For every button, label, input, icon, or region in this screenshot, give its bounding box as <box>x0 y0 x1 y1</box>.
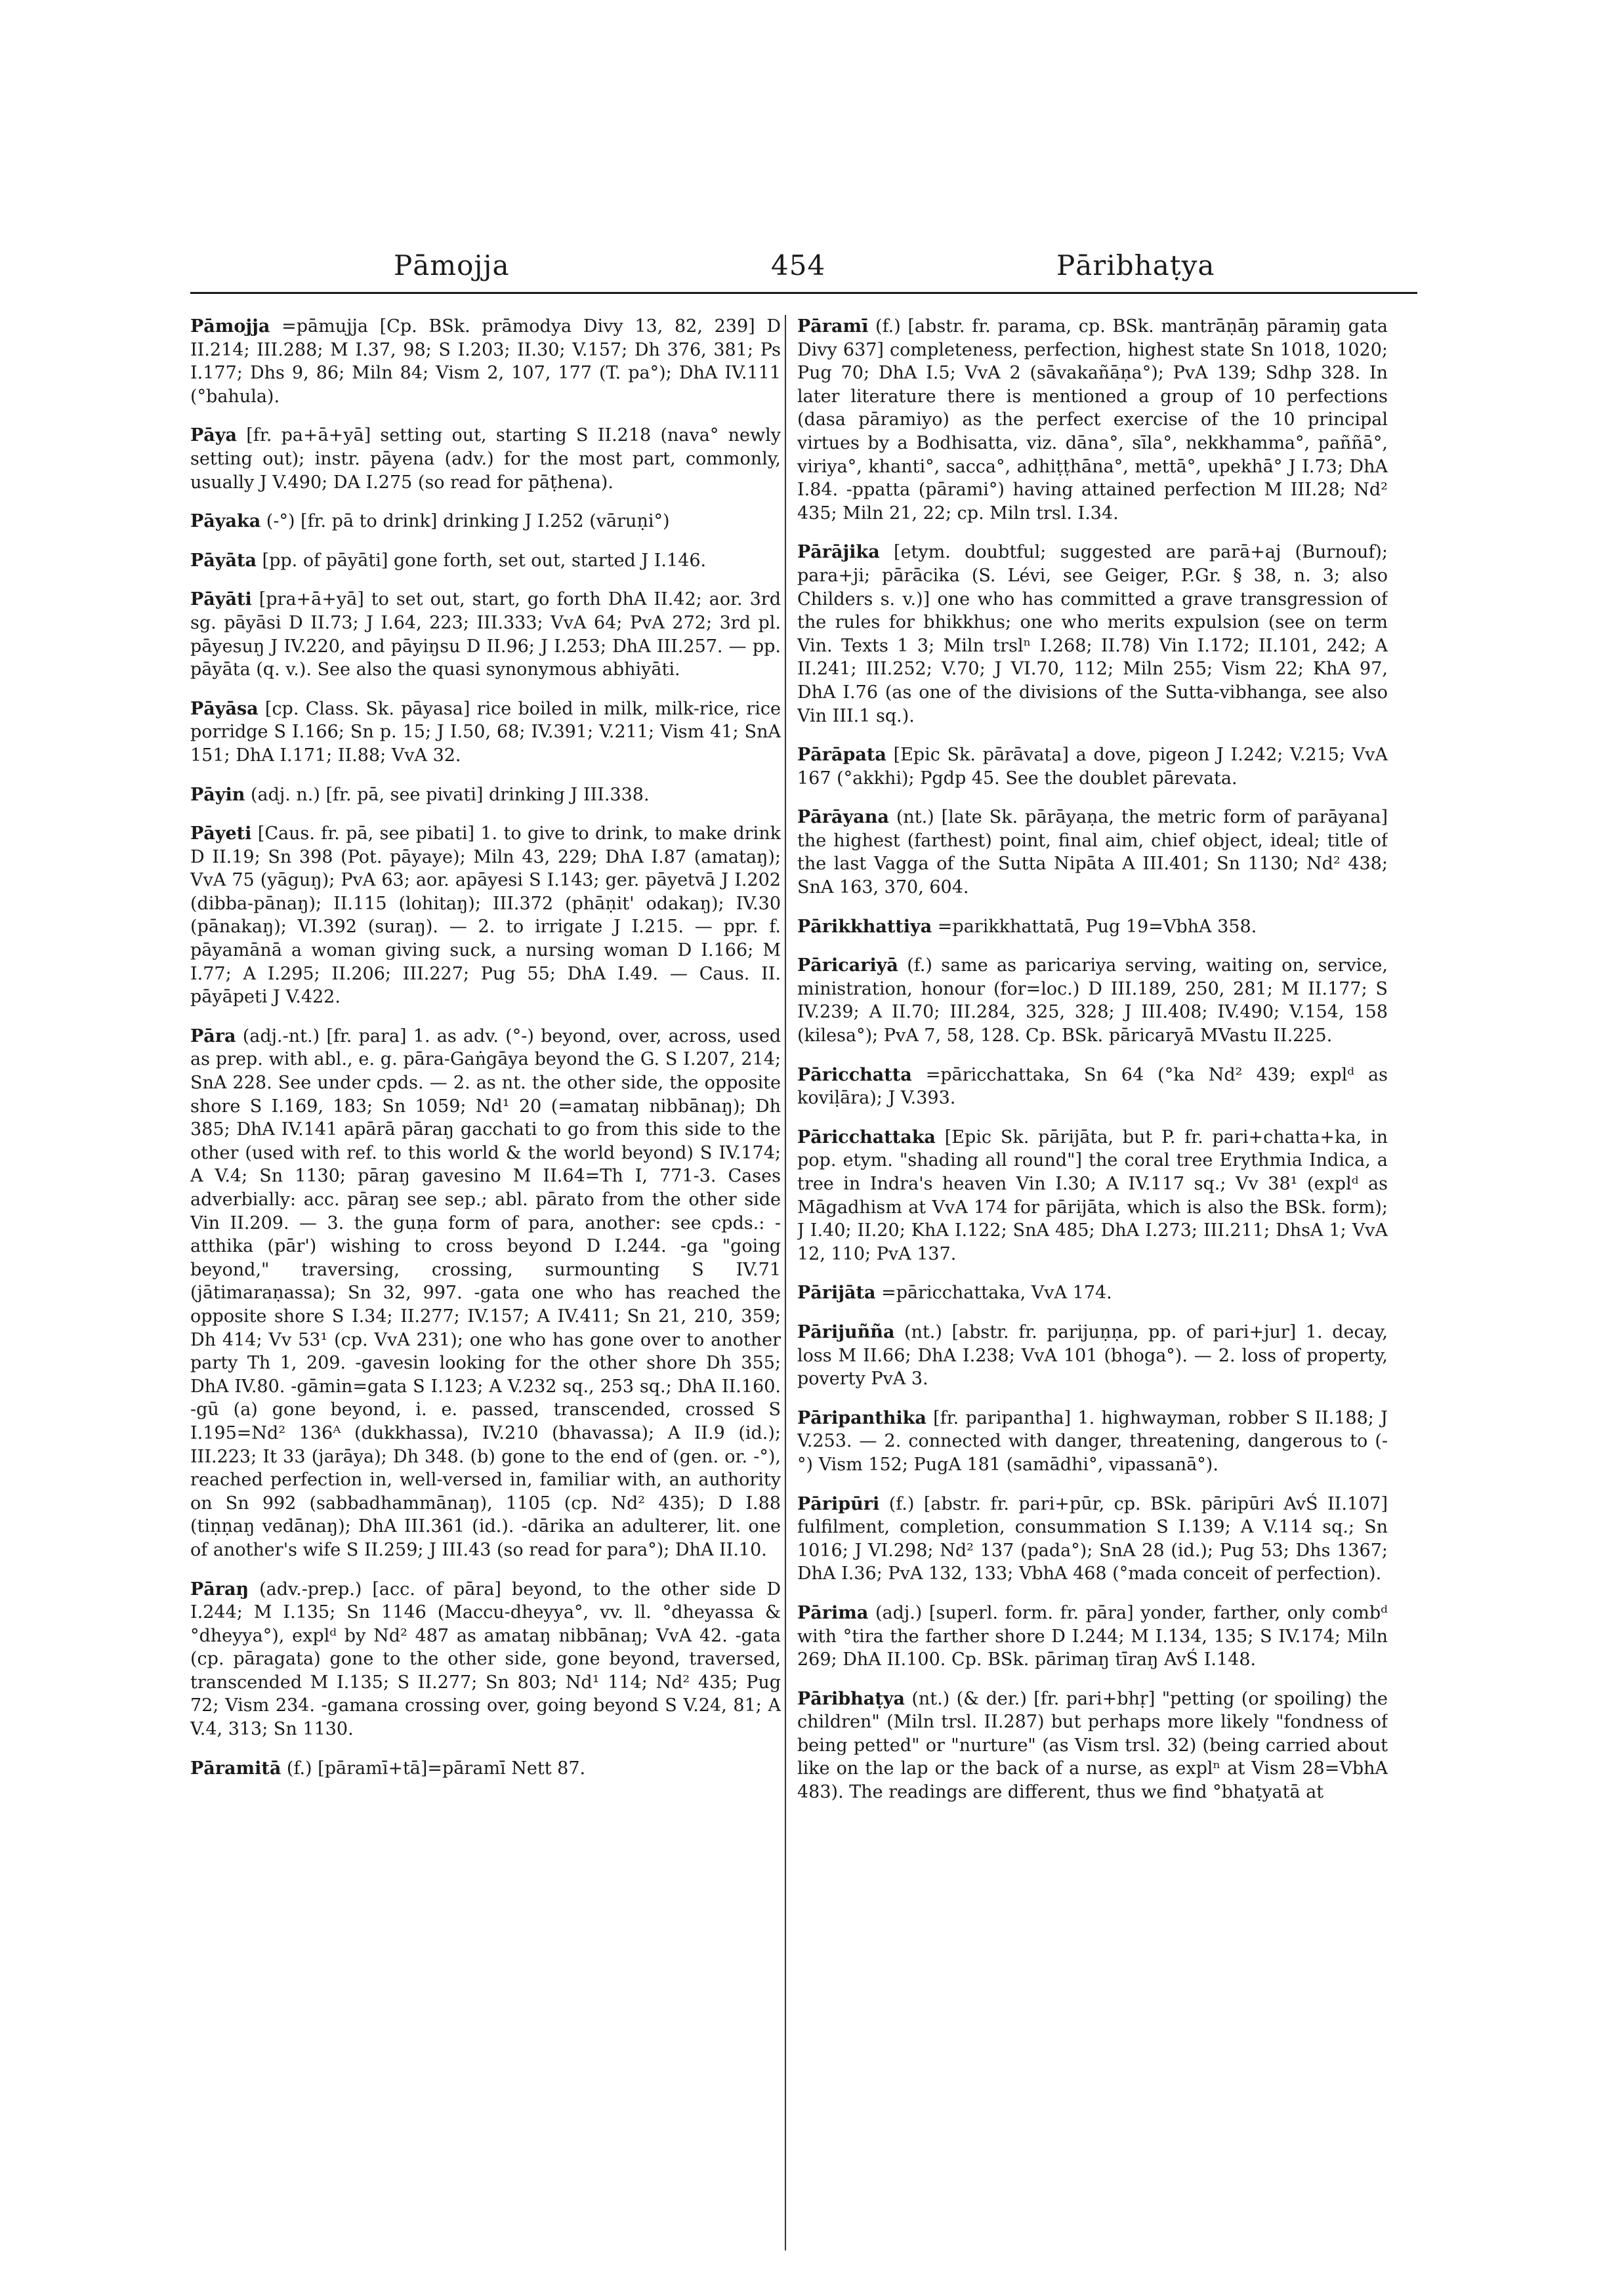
dictionary-entry <box>797 1407 1388 1477</box>
entry-definition: (f.) [abstr. fr. pari+pūr, cp. BSk. pāripūri AvŚ II.107] fulfilment, completion, consummation S I.139; A V.114 sq.; Sn 1016; J VI.298; Nd² 137 (pada°); SnA 28 (id.); Pug 53; Dhs 1367; DhA I.36; PvA 132, 133; VbhA 468 (°mada conceit of perfection). <box>797 1493 1388 1584</box>
entry-definition: (adv.-prep.) [acc. of pāra] beyond, to the other side D I.244; M I.135; Sn 1146 (Maccu-dheyya°, vv. ll. °dheyassa & °dheyya°), explᵈ by Nd² 487 as amataŋ nibbānaŋ; VvA 42. -gata (cp. pāragata) gone to the other side, gone beyond, traversed, transcended M I.135; S II.277; Sn 803; Nd¹ 114; Nd² 435; Pug 72; Vism 234. -gamana crossing over, going beyond S V.24, 81; A V.4, 313; Sn 1130. <box>190 1579 781 1740</box>
entry-definition: =parikkhattatā, Pug 19=VbhA 358. <box>937 916 1257 937</box>
entry-headword: Pāya <box>190 425 237 446</box>
entry-headword: Pāyāta <box>190 550 257 571</box>
dictionary-entry <box>190 783 781 807</box>
dictionary-entry <box>190 822 781 1009</box>
dictionary-entry <box>797 1321 1388 1391</box>
entry-definition: [Epic Sk. pārijāta, but P. fr. pari+chatta+ka, in pop. etym. "shading all round"] the coral tree Erythmia Indica, a tree in Indra's heaven Vin I.30; A IV.117 sq.; Vv 38¹ (explᵈ as Māgadhism at VvA 174 for pārijāta, which is also the BSk. form); J I.40; II.20; KhA I.122; SnA 485; DhA I.273; III.211; DhsA 1; VvA 12, 110; PvA 137. <box>797 1127 1388 1264</box>
entry-definition: [etym. doubtful; suggested are parā+aj (Burnouf); para+ji; pārācika (S. Lévi, see Geiger, P.Gr. § 38, n. 3; also Childers s. v.)] one who has committed a grave transgression of the rules for bhikkhus; one who merits expulsion (see on term Vin. Texts 1 3; Miln trslⁿ I.268; II.78) Vin I.172; II.101, 242; A II.241; III.252; V.70; J VI.70, 112; Miln 255; Vism 22; KhA 97, DhA I.76 (as one of the divisions of the Sutta-vibhanga, see also Vin III.1 sq.). <box>797 542 1388 726</box>
entry-definition: (adj. n.) [fr. pā, see pivati] drinking J III.338. <box>250 784 650 805</box>
entry-definition: (adj.) [superl. form. fr. pāra] yonder, farther, only combᵈ with °tira the farther shore D I.244; M I.134, 135; S IV.174; Miln 269; DhA II.100. Cp. BSk. pārimaŋ tīraŋ AvŚ I.148. <box>797 1602 1388 1670</box>
entry-definition: (f.) same as paricariya serving, waiting on, service, ministration, honour (for=loc.) D III.189, 250, 281; M II.177; S IV.239; A II.70; III.284, 325, 328; J III.408; IV.490; V.154, 158 (kilesa°); PvA 7, 58, 128. Cp. BSk. pāricaryā MVastu II.225. <box>797 955 1388 1046</box>
dictionary-entry <box>797 806 1388 899</box>
entry-definition: (-°) [fr. pā to drink] drinking J I.252 (vāruṇi°) <box>266 511 670 532</box>
entry-headword: Pāyeti <box>190 823 252 844</box>
entry-headword: Pāripanthika <box>797 1407 927 1428</box>
entry-definition: [fr. pa+ā+yā] setting out, starting S II.218 (nava° newly setting out); instr. pāyena (adv.) for the most part, commonly, usually J V.490; DA I.275 (so read for pāṭhena). <box>190 425 781 493</box>
dictionary-entry <box>797 1281 1388 1305</box>
entry-headword: Pāricariyā <box>797 955 898 976</box>
page-header <box>0 249 1624 289</box>
dictionary-entry <box>797 1064 1388 1110</box>
header-last-word: Pāribhaṭya <box>1056 249 1215 281</box>
entry-definition: (adj.-nt.) [fr. para] 1. as adv. (°-) beyond, over, across, used as prep. with abl., e. g. pāra-Gaṅgāya beyond the G. S I.207, 214; SnA 228. See under cpds. — 2. as nt. the other side, the opposite shore S I.169, 183; Sn 1059; Nd¹ 20 (=amataŋ nibbānaŋ); Dh 385; DhA IV.141 apārā pāraŋ gacchati to go from this side to the other (used with ref. to this world & the world beyond) S IV.174; A V.4; Sn 1130; pāraŋ gavesino M II.64=Th I, 771-3. Cases adverbially: acc. pāraŋ see sep.; abl. pārato from the other side Vin II.209. — 3. the guṇa form of para, another: see cpds.: -atthika (pār') wishing to cross beyond D I.244. -ga "going beyond," traversing, crossing, surmounting S IV.71 (jātimaraṇassa); Sn 32, 997. -gata one who has reached the opposite shore S I.34; II.277; IV.157; A IV.411; Sn 21, 210, 359; Dh 414; Vv 53¹ (cp. VvA 231); one who has gone over to another party Th 1, 209. -gavesin looking for the other shore Dh 355; DhA IV.80. -gāmin=gata S I.123; A V.232 sq., 253 sq.; DhA II.160. -gū (a) gone beyond, i. e. passed, transcended, crossed S I.195=Nd² 136ᴬ (dukkhassa), IV.210 (bhavassa); A II.9 (id.); III.223; It 33 (jarāya); Dh 348. (b) gone to the end of (gen. or. -°), reached perfection in, well-versed in, familiar with, an authority on Sn 992 (sabbadhammānaŋ), 1105 (cp. Nd² 435); D I.88 (tiṇṇaŋ vedānaŋ); DhA III.361 (id.). -dārika an adulterer, lit. one of another's wife S II.259; J III.43 (so read for para°); DhA II.10. <box>190 1025 781 1560</box>
entry-headword: Pāyāsa <box>190 698 259 719</box>
entry-definition: =pāricchattaka, VvA 174. <box>881 1283 1112 1304</box>
entry-definition: [cp. Class. Sk. pāyasa] rice boiled in milk, milk-rice, rice porridge S I.166; Sn p. 15; J I.50, 68; IV.391; V.211; Vism 41; SnA 151; DhA I.171; II.88; VvA 32. <box>190 698 781 766</box>
entry-definition: (nt.) [abstr. fr. parijuṇṇa, pp. of pari+jur] 1. decay, loss M II.66; DhA I.238; VvA 101 (bhoga°). — 2. loss of property, poverty PvA 3. <box>797 1321 1388 1390</box>
entry-headword: Pāramitā <box>190 1758 281 1779</box>
entry-headword: Pāripūri <box>797 1493 880 1514</box>
dictionary-entry <box>797 541 1388 728</box>
entry-headword: Pārijuñña <box>797 1321 895 1342</box>
dictionary-entry <box>190 697 781 768</box>
entry-headword: Pāricchatta <box>797 1064 912 1085</box>
right-column <box>797 315 1388 2250</box>
entry-definition: [pp. of pāyāti] gone forth, set out, started J I.146. <box>262 550 707 571</box>
entry-headword: Pārājika <box>797 542 880 563</box>
dictionary-entry <box>190 549 781 573</box>
dictionary-entry <box>797 915 1388 939</box>
page-number: 454 <box>771 249 826 281</box>
entry-headword: Pāyāti <box>190 589 252 610</box>
entry-definition: (f.) [abstr. fr. parama, cp. BSk. mantrāṇāŋ pāramiŋ gata Divy 637] completeness, perfection, highest state Sn 1018, 1020; Pug 70; DhA I.5; VvA 2 (sāvakañāṇa°); PvA 139; Sdhp 328. In later literature there is mentioned a group of 10 perfections (dasa pāramiyo) as the perfect exercise of the 10 principal virtues by a Bodhisatta, viz. dāna°, sīla°, nekkhamma°, paññā°, viriya°, khanti°, sacca°, adhiṭṭhāna°, mettā°, upekhā° J I.73; DhA I.84. -ppatta (pārami°) having attained perfection M III.28; Nd² 435; Miln 21, 22; cp. Miln trsl. I.34. <box>797 316 1388 524</box>
dictionary-entry <box>190 424 781 494</box>
entry-headword: Pārijāta <box>797 1283 876 1304</box>
entry-headword: Pāraŋ <box>190 1579 249 1600</box>
entry-headword: Pāramī <box>797 316 869 337</box>
entry-headword: Pārikkhattiya <box>797 916 932 937</box>
entry-headword: Pāyaka <box>190 511 261 532</box>
entry-definition: (nt.) (& der.) [fr. pari+bhṛ] "petting (or spoiling) the children" (Miln trsl. II.287) but perhaps more likely "fondness of being petted" or "nurture" (as Vism trsl. 32) (being carried about like on the lap or the back of a nurse, as explⁿ at Vism 28=VbhA 483). The readings are different, thus we find °bhaṭyatā at <box>797 1688 1388 1803</box>
dictionary-entry <box>190 1025 781 1562</box>
entry-headword: Pārāpata <box>797 745 886 766</box>
header-first-word: Pāmojja <box>394 249 510 281</box>
entry-headword: Pāricchattaka <box>797 1127 936 1148</box>
dictionary-entry <box>190 510 781 533</box>
entry-definition: =pāricchattaka, Sn 64 (°ka Nd² 439; explᵈ as koviḷāra); J V.393. <box>797 1064 1388 1109</box>
header-rule <box>190 292 1417 294</box>
entry-headword: Pāribhaṭya <box>797 1688 905 1709</box>
entry-headword: Pārima <box>797 1602 869 1623</box>
entry-definition: [Epic Sk. pārāvata] a dove, pigeon J I.242; V.215; VvA 167 (°akkhi); Pgdp 45. See the doublet pārevata. <box>797 745 1388 789</box>
dictionary-entry <box>190 315 781 408</box>
entry-headword: Pāra <box>190 1025 236 1046</box>
entry-definition: =pāmujja [Cp. BSk. prāmodya Divy 13, 82, 239] D II.214; III.288; M I.37, 98; S I.203; II.30; V.157; Dh 376, 381; Ps I.177; Dhs 9, 86; Miln 84; Vism 2, 107, 177 (T. pa°); DhA IV.111 (°bahula). <box>190 316 781 407</box>
dictionary-entry <box>797 1602 1388 1672</box>
entry-headword: Pāyin <box>190 784 245 805</box>
entry-definition: (f.) [pāramī+tā]=pāramī Nett 87. <box>286 1758 586 1779</box>
entry-definition: (nt.) [late Sk. pārāyaṇa, the metric form of parāyana] the highest (farthest) point, final aim, chief object, ideal; title of the last Vagga of the Sutta Nipāta A III.401; Sn 1130; Nd² 438; SnA 163, 370, 604. <box>797 807 1388 898</box>
left-column <box>190 315 781 2250</box>
dictionary-entry <box>797 954 1388 1047</box>
dictionary-entry <box>190 1578 781 1741</box>
dictionary-entry <box>797 315 1388 525</box>
entry-definition: [Caus. fr. pā, see pibati] 1. to give to drink, to make drink D II.19; Sn 398 (Pot. pāyaye); Miln 43, 229; DhA I.87 (amataŋ); VvA 75 (yāguŋ); PvA 63; aor. apāyesi S I.143; ger. pāyetvā J I.202 (dibba-pānaŋ); II.115 (lohitaŋ); III.372 (phāṇit' odakaŋ); IV.30 (pānakaŋ); VI.392 (suraŋ). — 2. to irrigate J I.215. — ppr. f. pāyamānā a woman giving suck, a nursing woman D I.166; M I.77; A I.295; II.206; III.227; Pug 55; DhA I.49. — Caus. II. pāyāpeti J V.422. <box>190 823 781 1008</box>
entry-definition: [fr. paripantha] 1. highwayman, robber S II.188; J V.253. — 2. connected with danger, threatening, dangerous to (-°) Vism 152; PugA 181 (samādhi°, vipassanā°). <box>797 1407 1388 1475</box>
dictionary-entry <box>797 743 1388 790</box>
entry-definition: [pra+ā+yā] to set out, start, go forth DhA II.42; aor. 3rd sg. pāyāsi D II.73; J I.64, 223; III.333; VvA 64; PvA 272; 3rd pl. pāyesuŋ J IV.220, and pāyiŋsu D II.96; J I.253; DhA III.257. — pp. pāyāta (q. v.). See also the quasi synonymous abhiyāti. <box>190 589 781 680</box>
entry-headword: Pāmojja <box>190 316 270 337</box>
dictionary-entry <box>797 1493 1388 1586</box>
dictionary-entry <box>190 1757 781 1781</box>
column-divider <box>785 315 786 2250</box>
dictionary-entry <box>797 1687 1388 1804</box>
entry-headword: Pārāyana <box>797 807 889 828</box>
dictionary-entry <box>797 1126 1388 1266</box>
dictionary-entry <box>190 588 781 681</box>
